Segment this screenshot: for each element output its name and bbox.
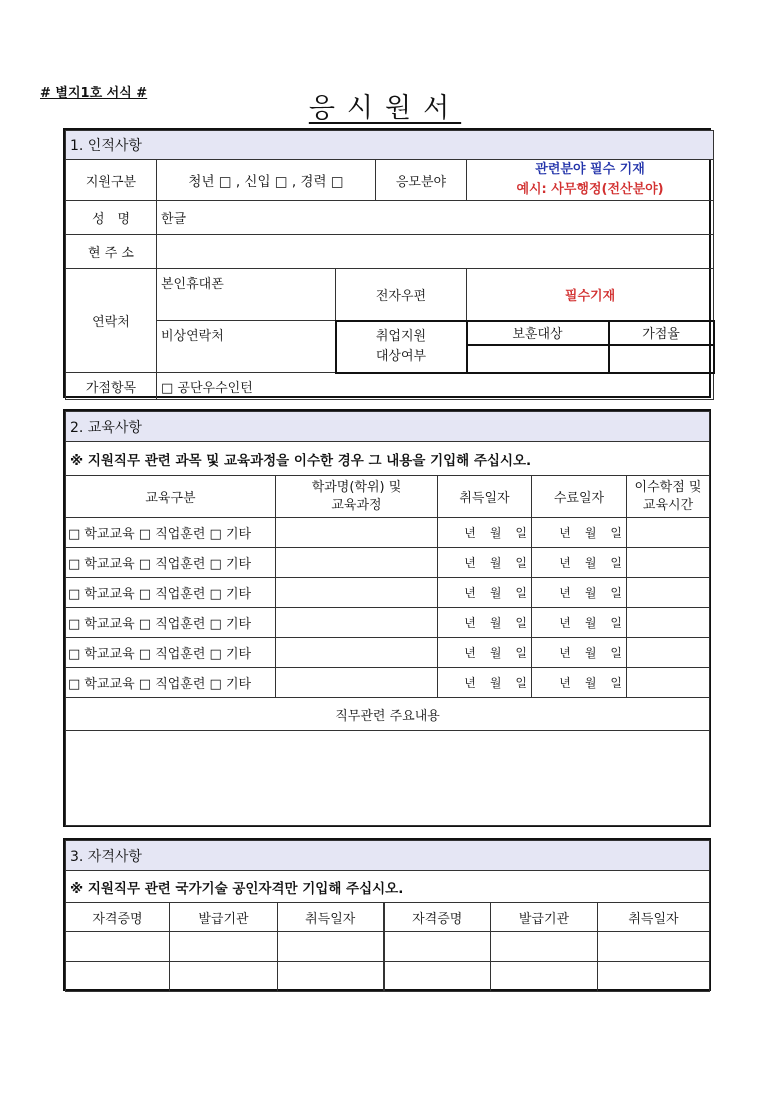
field-input[interactable] — [467, 160, 714, 201]
completed-date-field[interactable]: 년 월 일 — [532, 578, 627, 608]
acquired-date-field[interactable]: 년 월 일 — [438, 578, 532, 608]
cert-cell[interactable] — [598, 932, 710, 962]
address-field[interactable] — [157, 235, 714, 269]
mobile-label: 본인휴대폰 — [161, 277, 224, 292]
cert-cell[interactable] — [384, 962, 491, 992]
bonus-rate-label: 가점율 — [609, 321, 714, 345]
cert-cell[interactable] — [278, 962, 384, 992]
field-note-line-1: 관련분야 필수 기재 — [535, 162, 645, 177]
address-label: 현 주 소 — [66, 235, 157, 269]
credits-field[interactable] — [627, 668, 710, 698]
main-content-label: 직무관련 주요내용 — [66, 698, 710, 731]
major-field[interactable] — [276, 608, 438, 638]
section-1-title: 1. 인적사항 — [66, 131, 714, 160]
education-row — [66, 638, 710, 668]
credits-field[interactable] — [627, 518, 710, 548]
apply-type-options[interactable]: 청년 □ , 신입 □ , 경력 □ — [157, 160, 376, 201]
emergency-contact-label: 비상연락처 — [161, 329, 224, 344]
edu-type-checkboxes[interactable]: □ 학교교육 □ 직업훈련 □ 기타 — [66, 608, 276, 638]
acquired-date-field[interactable]: 년 월 일 — [438, 608, 532, 638]
col-acquired-date: 취득일자 — [438, 476, 532, 518]
cert-cell[interactable] — [598, 962, 710, 992]
acquired-date-field[interactable]: 년 월 일 — [438, 518, 532, 548]
completed-date-field[interactable]: 년 월 일 — [532, 668, 627, 698]
education-row — [66, 668, 710, 698]
acquired-date-field[interactable]: 년 월 일 — [438, 668, 532, 698]
cert-cell[interactable] — [491, 932, 598, 962]
col-cert-date-2: 취득일자 — [598, 903, 710, 932]
email-label: 전자우편 — [336, 269, 467, 321]
section-2-note: ※ 지원직무 관련 과목 및 교육과정을 이수한 경우 그 내용을 기입해 주십시오. — [66, 442, 710, 476]
credits-field[interactable] — [627, 638, 710, 668]
cert-row — [66, 932, 710, 962]
col-issuer-2: 발급기관 — [491, 903, 598, 932]
edu-type-checkboxes[interactable]: □ 학교교육 □ 직업훈련 □ 기타 — [66, 578, 276, 608]
section-certifications — [63, 838, 711, 991]
cert-cell[interactable] — [170, 932, 278, 962]
main-content-field[interactable] — [66, 731, 710, 826]
major-field[interactable] — [276, 518, 438, 548]
cert-cell[interactable] — [170, 962, 278, 992]
form-number-label: # 별지1호 서식 # — [40, 86, 148, 101]
col-major: 학과명(학위) 및 교육과정 — [276, 476, 438, 518]
completed-date-field[interactable]: 년 월 일 — [532, 548, 627, 578]
bonus-item-label: 가점항목 — [66, 373, 157, 400]
acquired-date-field[interactable]: 년 월 일 — [438, 638, 532, 668]
col-cert-date: 취득일자 — [278, 903, 384, 932]
veteran-label: 보훈대상 — [467, 321, 609, 345]
major-field[interactable] — [276, 548, 438, 578]
completed-date-field[interactable]: 년 월 일 — [532, 638, 627, 668]
mobile-field[interactable] — [157, 269, 336, 321]
section-education — [63, 409, 711, 827]
major-field[interactable] — [276, 668, 438, 698]
cert-cell[interactable] — [278, 932, 384, 962]
field-label: 응모분야 — [376, 160, 467, 201]
credits-field[interactable] — [627, 608, 710, 638]
section-3-title: 3. 자격사항 — [66, 841, 710, 871]
section-personal-info — [63, 128, 711, 398]
page-title: 응시원서 — [308, 93, 462, 124]
bonus-rate-field[interactable] — [609, 345, 714, 373]
cert-row — [66, 962, 710, 992]
completed-date-field[interactable]: 년 월 일 — [532, 518, 627, 548]
col-cert-name-2: 자격증명 — [384, 903, 491, 932]
cert-cell[interactable] — [66, 962, 170, 992]
employment-support-label: 취업지원 대상여부 — [336, 321, 467, 373]
col-issuer: 발급기관 — [170, 903, 278, 932]
email-field[interactable]: 필수기재 — [467, 269, 714, 321]
section-2-title: 2. 교육사항 — [66, 412, 710, 442]
cert-cell[interactable] — [66, 932, 170, 962]
cert-cell[interactable] — [491, 962, 598, 992]
edu-type-checkboxes[interactable]: □ 학교교육 □ 직업훈련 □ 기타 — [66, 638, 276, 668]
name-field[interactable]: 한글 — [157, 201, 714, 235]
col-edu-type: 교육구분 — [66, 476, 276, 518]
section-3-note: ※ 지원직무 관련 국가기술 공인자격만 기입해 주십시오. — [66, 871, 710, 903]
emergency-contact-field[interactable] — [157, 321, 336, 373]
edu-type-checkboxes[interactable]: □ 학교교육 □ 직업훈련 □ 기타 — [66, 548, 276, 578]
education-row — [66, 578, 710, 608]
apply-type-label: 지원구분 — [66, 160, 157, 201]
major-field[interactable] — [276, 638, 438, 668]
bonus-item-checkbox[interactable]: □ 공단우수인턴 — [157, 373, 714, 400]
education-row — [66, 608, 710, 638]
major-field[interactable] — [276, 578, 438, 608]
contact-label: 연락처 — [66, 269, 157, 373]
veteran-field[interactable] — [467, 345, 609, 373]
education-row — [66, 518, 710, 548]
col-credits: 이수학점 및 교육시간 — [627, 476, 710, 518]
edu-type-checkboxes[interactable]: □ 학교교육 □ 직업훈련 □ 기타 — [66, 668, 276, 698]
acquired-date-field[interactable]: 년 월 일 — [438, 548, 532, 578]
name-label: 성 명 — [66, 201, 157, 235]
cert-cell[interactable] — [384, 932, 491, 962]
col-completed-date: 수료일자 — [532, 476, 627, 518]
credits-field[interactable] — [627, 578, 710, 608]
credits-field[interactable] — [627, 548, 710, 578]
completed-date-field[interactable]: 년 월 일 — [532, 608, 627, 638]
edu-type-checkboxes[interactable]: □ 학교교육 □ 직업훈련 □ 기타 — [66, 518, 276, 548]
education-row — [66, 548, 710, 578]
field-note-line-2: 예시: 사무행정(전산분야) — [516, 182, 664, 197]
col-cert-name: 자격증명 — [66, 903, 170, 932]
